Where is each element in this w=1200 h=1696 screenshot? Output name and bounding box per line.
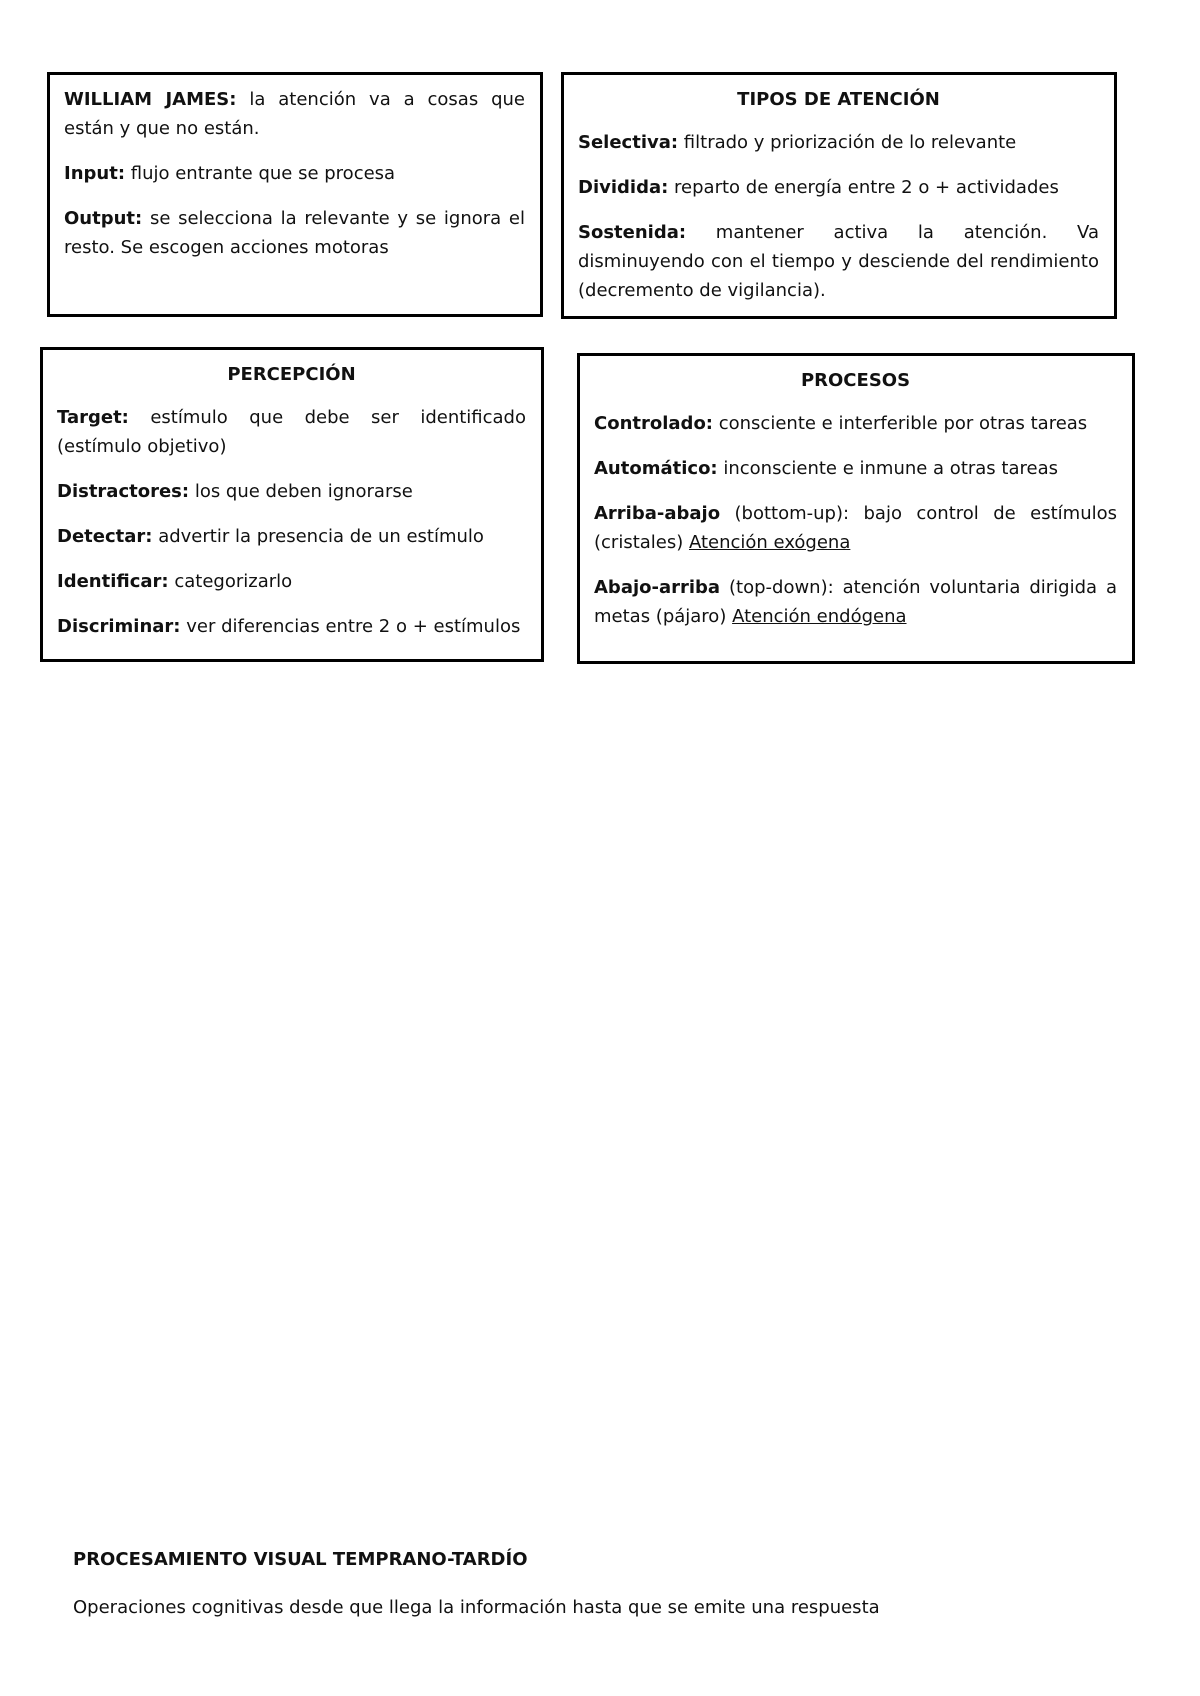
selectiva-text: filtrado y priorización de lo relevante [678,132,1017,153]
target-text: estímulo que debe ser identificado (estímulo objetivo) [57,407,526,457]
automatico-text: inconsciente e inmune a otras tareas [717,458,1058,479]
distractores-text: los que deben ignorarse [189,481,413,502]
output-paragraph [64,204,525,262]
sostenida-term: Sostenida: [578,222,687,243]
tipos-atencion-box [561,72,1117,319]
controlado-text: consciente e interferible por otras tareas [713,413,1088,434]
section-heading: PROCESAMIENTO VISUAL TEMPRANO-TARDÍO [73,1549,528,1570]
section-text: Operaciones cognitivas desde que llega la información hasta que se emite una respuesta [73,1597,880,1618]
dividida-paragraph [578,173,1099,202]
arriba-abajo-text: (bottom-up): bajo control de estímulos (cristales) [594,503,1117,553]
william-james-box [47,72,543,317]
selectiva-term: Selectiva: [578,132,679,153]
william-james-text: la atención va a cosas que están y que no están. [64,89,525,139]
identificar-paragraph [57,567,526,596]
sostenida-paragraph [578,218,1099,305]
identificar-term: Identificar: [57,571,169,592]
dividida-text: reparto de energía entre 2 o + actividades [668,177,1059,198]
william-james-term: WILLIAM JAMES: [64,89,237,110]
target-paragraph [57,403,526,461]
automatico-term: Automático: [594,458,718,479]
atencion-exogena-label: Atención exógena [688,532,851,553]
selectiva-paragraph [578,128,1099,157]
percepcion-title: PERCEPCIÓN [227,364,356,385]
procesos-title: PROCESOS [800,370,911,391]
automatico-paragraph [594,454,1117,483]
controlado-paragraph [594,409,1117,438]
detectar-text: advertir la presencia de un estímulo [152,526,484,547]
input-text: flujo entrante que se procesa [125,163,396,184]
abajo-arriba-paragraph [594,573,1117,631]
abajo-arriba-text: (top-down): atención voluntaria dirigida a metas (pájaro) [594,577,1117,627]
input-term: Input: [64,163,126,184]
william-james-paragraph [64,85,525,143]
percepcion-box [40,347,544,662]
output-term: Output: [64,208,143,229]
distractores-term: Distractores: [57,481,190,502]
arriba-abajo-term: Arriba-abajo [594,503,721,524]
procesos-box [577,353,1135,664]
abajo-arriba-term: Abajo-arriba [594,577,721,598]
discriminar-term: Discriminar: [57,616,181,637]
detectar-term: Detectar: [57,526,153,547]
input-paragraph [64,159,525,188]
detectar-paragraph [57,522,526,551]
controlado-term: Controlado: [594,413,714,434]
identificar-text: categorizarlo [168,571,293,592]
arriba-abajo-paragraph [594,499,1117,557]
output-text: se selecciona la relevante y se ignora el resto. Se escogen acciones motoras [64,208,525,258]
atencion-endogena-label: Atención endógena [732,606,907,627]
target-term: Target: [57,407,129,428]
tipos-atencion-title: TIPOS DE ATENCIÓN [737,89,940,110]
discriminar-text: ver diferencias entre 2 o + estímulos [180,616,521,637]
distractores-paragraph [57,477,526,506]
dividida-term: Dividida: [578,177,669,198]
discriminar-paragraph [57,612,526,641]
sostenida-text: mantener activa la atención. Va disminuyendo con el tiempo y desciende del rendimiento (decremento de vigilancia). [578,222,1099,301]
